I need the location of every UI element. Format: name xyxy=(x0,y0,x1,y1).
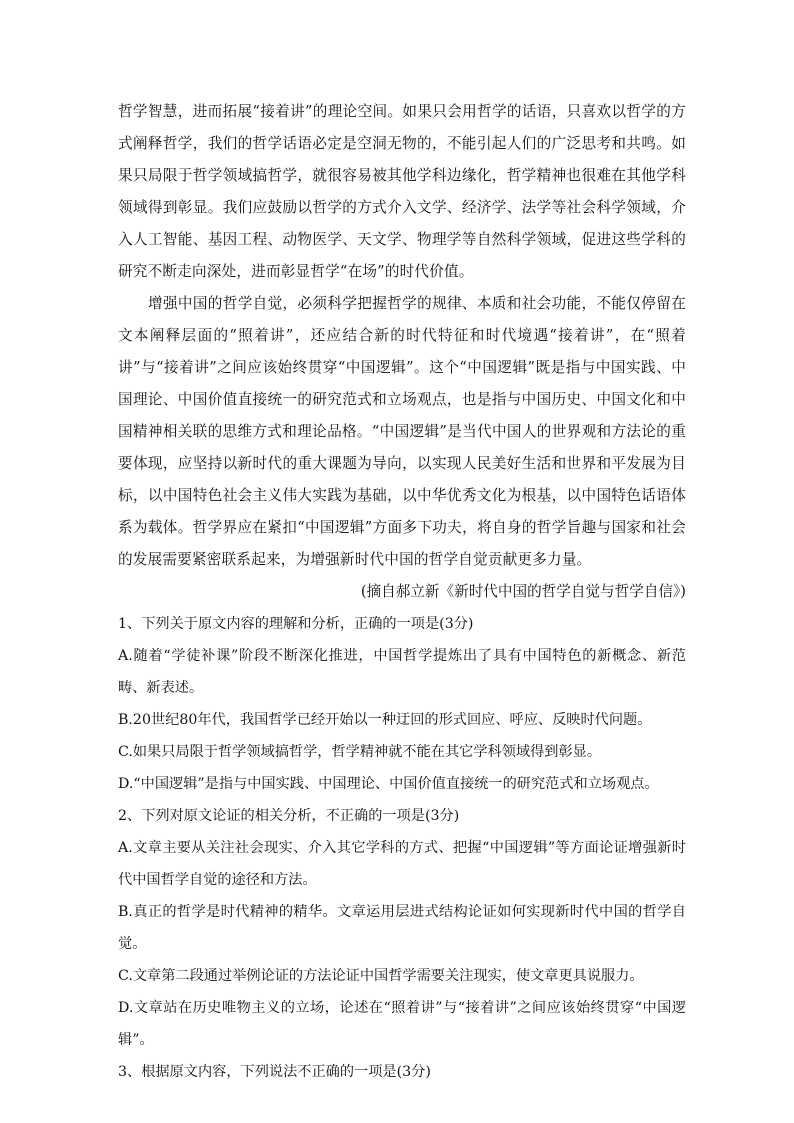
question-1-option-a: A.随着“学徒补课”阶段不断深化推进，中国哲学提炼出了具有中国特色的新概念、新范畴、新表述。 xyxy=(118,648,686,696)
question-2-option-b: B.真正的哲学是时代精神的精华。文章运用层进式结构论证如何实现新时代中国的哲学自觉。 xyxy=(118,904,686,952)
question-1-option-c: C.如果只局限于哲学领域搞哲学，哲学精神就不能在其它学科领域得到彰显。 xyxy=(118,744,602,760)
passage-paragraph-2: 增强中国的哲学自觉，必须科学把握哲学的规律、本质和社会功能，不能仅停留在文本阐释层面的“照着讲”，还应结合新的时代特征和时代境遇“接着讲”，在“照着讲”与“接着讲”之间应该始终贯穿“中国逻辑”。这个“中国逻辑”既是指与中国实践、中国理论、中国价值直接统一的研究范式和立场观点，也是指与中国历史、中国文化和中国精神相关联的思维方式和理论品格。“中国逻辑”是当代中国人的世界观和方法论的重要体现，应坚持以新时代的重大课题为导向，以实现人民美好生活和世界和平发展为目标，以中国特色社会主义伟大实践为基础，以中华优秀文化为根基，以中国特色话语体系为载体。哲学界应在紧扣“中国逻辑”方面多下功夫，将自身的哲学旨趣与国家和社会的发展需要紧密联系起来，为增强新时代中国的哲学自觉贡献更多力量。 xyxy=(118,295,686,568)
question-3-stem: 3、根据原文内容，下列说法不正确的一项是(3分) xyxy=(118,1064,431,1080)
passage-paragraph-1: 哲学智慧，进而拓展“接着讲”的理论空间。如果只会用哲学的话语，只喜欢以哲学的方式阐释哲学，我们的哲学话语必定是空洞无物的，不能引起人们的广泛思考和共鸣。如果只局限于哲学领域搞哲学，就很容易被其他学科边缘化，哲学精神也很难在其他学科领域得到彰显。我们应鼓励以哲学的方式介入文学、经济学、法学等社会科学领域，介入人工智能、基因工程、动物医学、天文学、物理学等自然科学领域，促进这些学科的研究不断走向深处，进而彰显哲学“在场”的时代价值。 xyxy=(118,103,686,280)
question-2-option-c: C.文章第二段通过举例论证的方法论证中国哲学需要关注现实，使文章更具说服力。 xyxy=(118,968,644,984)
question-2-option-d: D.文章站在历史唯物主义的立场，论述在“照着讲”与“接着讲”之间应该始终贯穿“中国逻辑”。 xyxy=(118,1000,686,1048)
question-1-option-b: B.20世纪80年代，我国哲学已经开始以一种迂回的形式回应、呼应、反映时代问题。 xyxy=(118,712,652,728)
question-2 xyxy=(118,800,686,1056)
question-2-stem: 2、下列对原文论证的相关分析，不正确的一项是(3分) xyxy=(118,808,460,824)
question-1 xyxy=(118,608,686,800)
passage-source: (摘自郝立新《新时代中国的哲学自觉与哲学自信》) xyxy=(360,583,686,600)
question-2-option-a: A.文章主要从关注社会现实、介入其它学科的方式、把握“中国逻辑”等方面论证增强新时代中国哲学自觉的途径和方法。 xyxy=(118,840,686,888)
question-1-option-d: D.“中国逻辑”是指与中国实践、中国理论、中国价值直接统一的研究范式和立场观点。 xyxy=(118,776,659,792)
question-1-stem: 1、下列关于原文内容的理解和分析，正确的一项是(3分) xyxy=(118,616,474,632)
question-3 xyxy=(118,1056,686,1088)
